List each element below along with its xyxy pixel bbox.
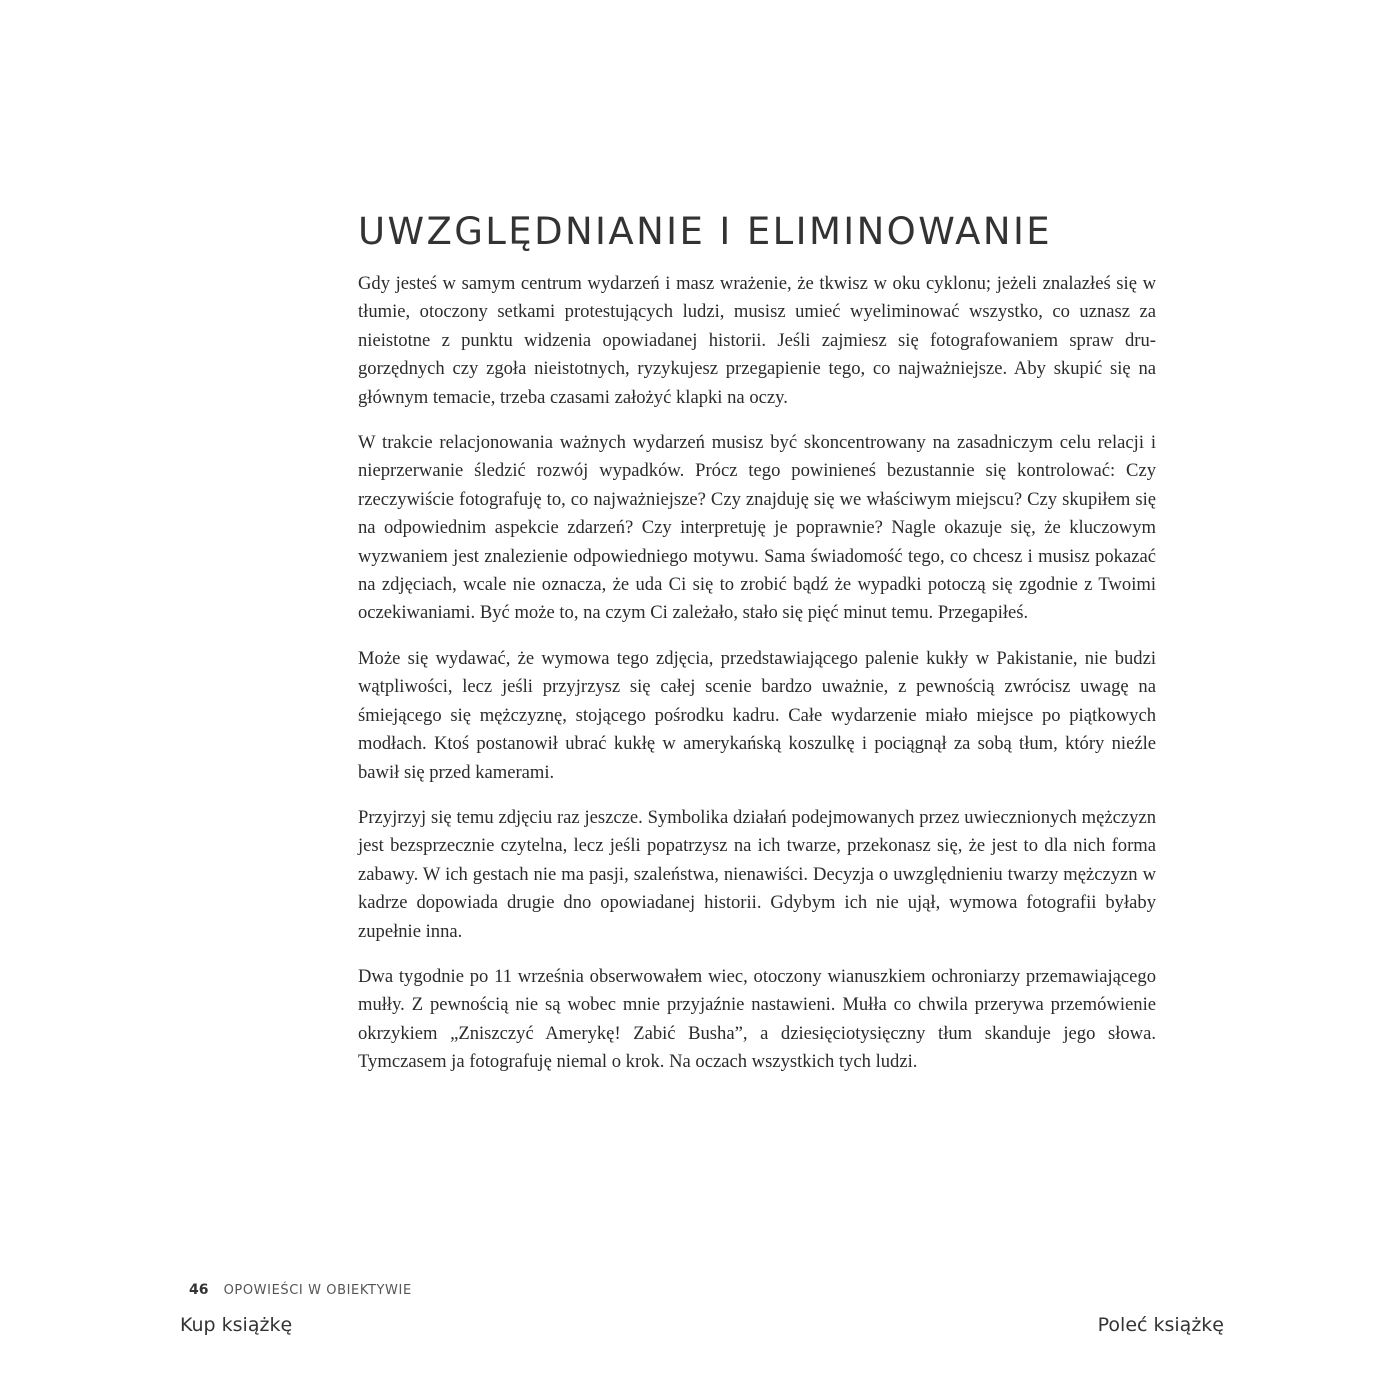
buy-book-link[interactable]: Kup książkę: [180, 1314, 293, 1336]
paragraph: W trakcie relacjonowania ważnych wydarzeń musisz być skoncentrowany na zasadniczym celu relacji i nieprzerwanie śledzić rozwój wypadków. Prócz tego powinieneś bezustannie się kontrolować: Czy rzeczywiście fotografuję to, co najważniejsze? Czy znajduję się we właściwym miejscu? Czy skupiłem się na odpowiednim aspekcie zdarzeń? Czy interpretuję je poprawnie? Nagle okazuje się, że kluczowym wyzwaniem jest znalezienie odpowiedniego motywu. Sama świadomość tego, co chcesz i musisz pokazać na zdjęciach, wcale nie oznacza, że uda Ci się to zrobić bądź że wypadki potoczą się zgodnie z Twoimi oczekiwaniami. Być może to, na czym Ci zależało, stało się pięć minut temu. Przegapiłeś.: [358, 432, 1156, 624]
paragraph: Dwa tygodnie po 11 września obserwowałem wiec, otoczony wianuszkiem ochroniarzy przemawiającego mułły. Z pewnością nie są wobec mnie przyjaźnie nastawieni. Mułła co chwila przerywa przemówienie okrzykiem „Zniszczyć Amerykę! Zabić Busha”, a dziesięciotysięczny tłum skanduje jego słowa. Tymczasem ja fotografuję niemal o krok. Na oczach wszystkich tych ludzi.: [358, 965, 1156, 1073]
body-text: [358, 270, 1156, 1094]
page-number: 46: [189, 1282, 209, 1298]
section-heading: UWZGLĘDNIANIE I ELIMINOWANIE: [358, 210, 1053, 253]
page-footer: [189, 1279, 412, 1298]
running-title: OPOWIEŚCI W OBIEKTYWIE: [223, 1283, 412, 1298]
paragraph: Przyjrzyj się temu zdjęciu raz jeszcze. Symbolika działań podejmowanych przez uwiecznionych mężczyzn jest bezsprzecznie czytelna, lecz jeśli popatrzysz na ich twarze, przekonasz się, że jest to dla nich forma zabawy. W ich gestach nie ma pasji, szaleństwa, nienawiści. Decyzja o uwzględnieniu twarzy mężczyzn w kadrze dopowiada drugie dno opowiadanej historii. Gdybym ich nie ujął, wymowa fotografii byłaby zupełnie inna.: [358, 806, 1156, 942]
paragraph: Gdy jesteś w samym centrum wydarzeń i masz wrażenie, że tkwisz w oku cyklonu; jeżeli znalazłeś się w tłumie, otoczony setkami protestujących ludzi, musisz umieć wyeliminować wszystko, co uznasz za nieistotne z punktu widzenia opowiadanej historii. Jeśli zajmiesz się fotografowaniem spraw drugorzędnych czy zgoła nieistotnych, ryzykujesz przegapienie tego, co najważniejsze. Aby skupić się na głównym temacie, trzeba czasami założyć klapki na oczy.: [358, 273, 1156, 408]
recommend-book-link[interactable]: Poleć książkę: [1097, 1314, 1224, 1336]
paragraph: Może się wydawać, że wymowa tego zdjęcia, przedstawiającego palenie kukły w Pakistanie, nie budzi wątpliwości, lecz jeśli przyjrzysz się całej scenie bardzo uważnie, z pewnością zwrócisz uwagę na śmiejącego się mężczyznę, stojącego pośrodku kadru. Całe wydarzenie miało miejsce po piątkowych modłach. Ktoś postanowił ubrać kukłę w amerykańską koszulkę i pociągnął za sobą tłum, który nieźle bawił się przed kamerami.: [358, 647, 1156, 783]
